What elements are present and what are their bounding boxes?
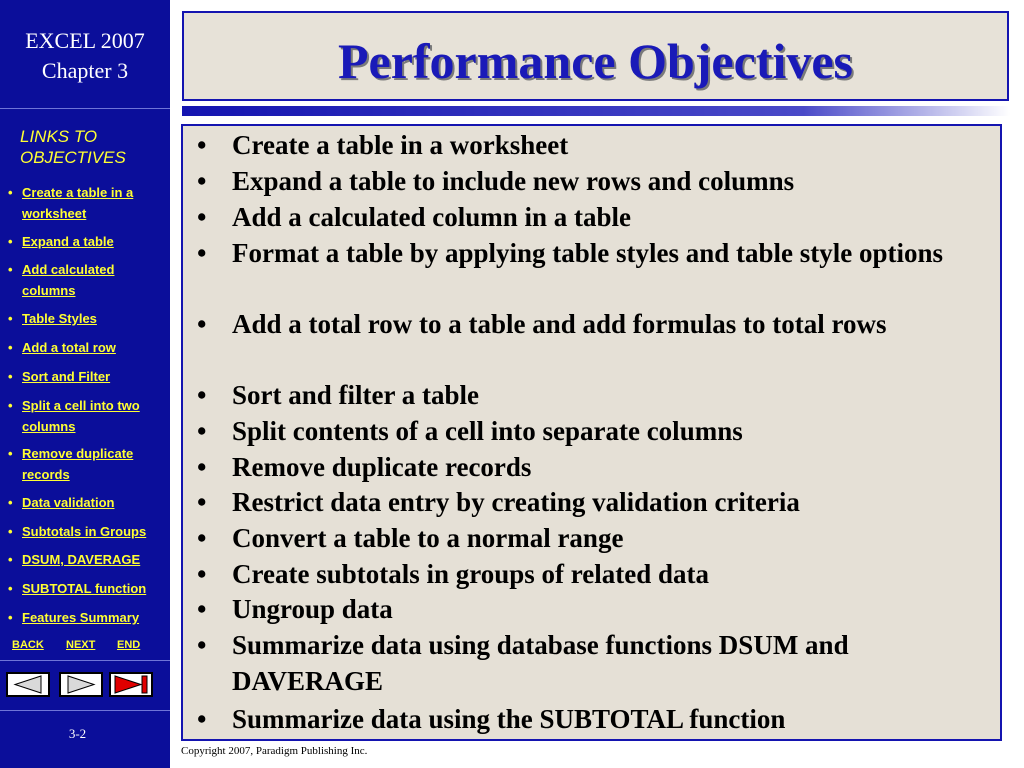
link-remove-duplicates[interactable]: Remove duplicate records: [22, 446, 134, 482]
objective-text: Summarize data using database functions DSUM and DAVERAGE: [232, 630, 849, 696]
objective-text: Remove duplicate records: [232, 452, 532, 482]
link-subtotal-function[interactable]: SUBTOTAL function: [22, 581, 147, 596]
sidebar-divider: [0, 660, 170, 661]
objective-text: Convert a table to a normal range: [232, 523, 624, 553]
bullet-icon: •: [197, 487, 207, 517]
objective-text: Format a table by applying table styles and table style options: [232, 238, 944, 268]
objective-text: Sort and filter a table: [232, 380, 479, 410]
objective-text: Ungroup data: [232, 594, 393, 624]
page-number: 3-2: [68, 726, 87, 741]
arrow-left-icon: [8, 674, 48, 695]
objective-text: Expand a table to include new rows and columns: [232, 166, 795, 196]
links-heading-line1: LINKS TO: [20, 127, 98, 146]
chapter-title: Chapter 3: [41, 58, 129, 83]
back-button[interactable]: [6, 672, 50, 697]
bullet-icon: •: [8, 495, 13, 510]
objective-text: Summarize data using the SUBTOTAL function: [232, 704, 786, 734]
end-icon: [111, 674, 151, 695]
chapter-box: [0, 0, 170, 108]
sidebar: [0, 0, 170, 768]
nav-buttons: [0, 666, 170, 706]
bullet-icon: •: [197, 238, 207, 268]
objectives-panel: [181, 124, 1002, 741]
link-expand-table[interactable]: Expand a table: [22, 234, 114, 249]
bullet-icon: •: [197, 202, 207, 232]
bullet-icon: •: [8, 398, 13, 413]
page-title: Performance Objectives: [337, 33, 854, 89]
link-calculated-columns[interactable]: Add calculated columns: [22, 262, 115, 298]
bullet-icon: •: [8, 262, 13, 277]
bullet-icon: •: [8, 340, 13, 355]
links-heading-line2: OBJECTIVES: [20, 148, 126, 167]
bullet-icon: •: [8, 552, 13, 567]
end-link[interactable]: END: [117, 639, 141, 651]
bullet-icon: •: [197, 559, 207, 589]
objective-text: Add a total row to a table and add formulas to total rows: [232, 309, 887, 339]
link-features-summary[interactable]: Features Summary: [22, 610, 140, 625]
bullet-icon: •: [197, 380, 207, 410]
back-link[interactable]: BACK: [12, 639, 44, 651]
link-total-row[interactable]: Add a total row: [22, 340, 116, 355]
next-link[interactable]: NEXT: [66, 639, 96, 651]
sidebar-divider: [0, 710, 170, 711]
link-create-table[interactable]: Create a table in a worksheet: [22, 185, 134, 221]
link-dsum-daverage[interactable]: DSUM, DAVERAGE: [22, 552, 141, 567]
next-button[interactable]: [59, 672, 103, 697]
bullet-icon: •: [197, 452, 207, 482]
link-data-validation[interactable]: Data validation: [22, 495, 115, 510]
link-split-cell[interactable]: Split a cell into two columns: [22, 398, 140, 434]
title-gradient-bar: [182, 106, 1010, 116]
bullet-icon: •: [8, 581, 13, 596]
bullet-icon: •: [197, 523, 207, 553]
link-subtotals[interactable]: Subtotals in Groups: [22, 524, 147, 539]
arrow-right-icon: [61, 674, 101, 695]
bullet-icon: •: [8, 234, 13, 249]
bullet-icon: •: [197, 704, 207, 734]
end-button[interactable]: [109, 672, 153, 697]
objective-text: Add a calculated column in a table: [232, 202, 632, 232]
copyright: Copyright 2007, Paradigm Publishing Inc.: [181, 745, 368, 757]
bullet-icon: •: [8, 524, 13, 539]
title-box: [182, 11, 1009, 101]
bullet-icon: •: [197, 630, 207, 660]
bullet-icon: •: [197, 130, 207, 160]
link-sort-filter[interactable]: Sort and Filter: [22, 369, 111, 384]
bullet-icon: •: [197, 416, 207, 446]
link-table-styles[interactable]: Table Styles: [22, 311, 97, 326]
bullet-icon: •: [8, 610, 13, 625]
course-title: EXCEL 2007: [25, 28, 145, 53]
sidebar-divider: [0, 108, 170, 109]
objective-text: Create subtotals in groups of related data: [232, 559, 710, 589]
bullet-icon: •: [8, 185, 13, 200]
bullet-icon: •: [8, 446, 13, 461]
bullet-icon: •: [8, 369, 13, 384]
bullet-icon: •: [8, 311, 13, 326]
bullet-icon: •: [197, 594, 207, 624]
objective-text: Split contents of a cell into separate columns: [232, 416, 743, 446]
objective-text: Restrict data entry by creating validation criteria: [232, 487, 800, 517]
links-heading: [20, 126, 160, 168]
bullet-icon: •: [197, 309, 207, 339]
bullet-icon: •: [197, 166, 207, 196]
objective-text: Create a table in a worksheet: [232, 130, 569, 160]
